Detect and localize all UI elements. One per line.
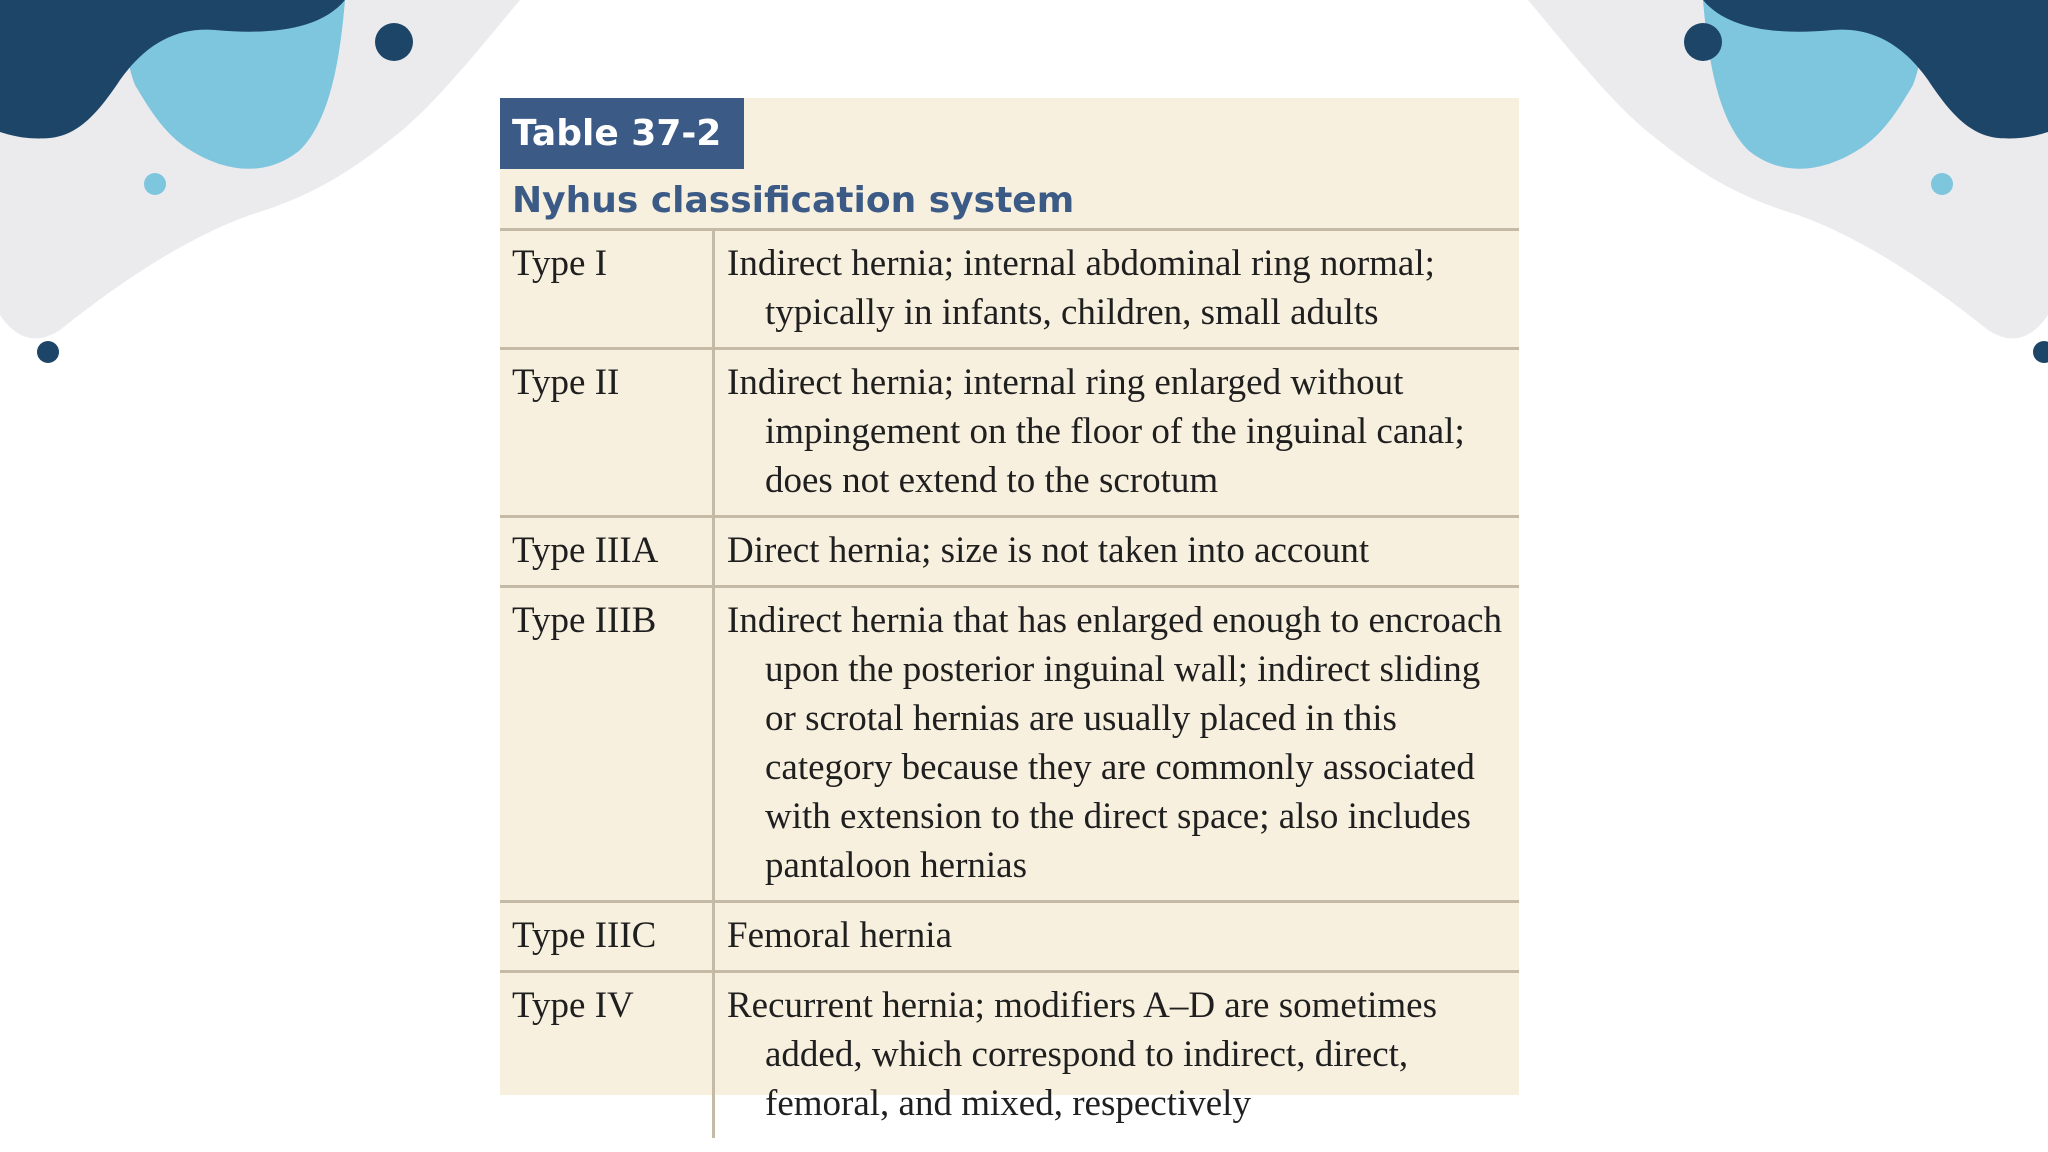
- hernia-description-cell: Femoral hernia: [727, 915, 952, 956]
- hernia-type-cell: Type IIIA: [500, 517, 714, 587]
- table-row: [500, 517, 1519, 587]
- table-row: [500, 902, 1519, 972]
- hernia-type-cell: Type I: [500, 230, 714, 349]
- hernia-description-cell: Recurrent hernia; modifiers A–D are sometimes added, which correspond to indirect, direct, femoral, and mixed, respectively: [727, 985, 1437, 1124]
- hernia-type-cell: Type II: [500, 349, 714, 517]
- hernia-type-cell: Type IV: [500, 972, 714, 1139]
- hernia-type-cell: Type IIIB: [500, 587, 714, 902]
- table-row: [500, 587, 1519, 902]
- hernia-description-cell: Indirect hernia that has enlarged enough to encroach upon the posterior inguinal wall; indirect sliding or scrotal hernias are usually placed in this category because they are commonly associated with extension to the direct space; also includes pantaloon hernias: [727, 600, 1502, 886]
- table-row: [500, 349, 1519, 517]
- classification-table-card: [500, 98, 1519, 1124]
- hernia-description-cell: Indirect hernia; internal abdominal ring normal; typically in infants, children, small adults: [727, 243, 1435, 333]
- hernia-type-cell: Type IIIC: [500, 902, 714, 972]
- decorative-blob-top-right: [1488, 0, 2048, 380]
- hernia-description-cell: Direct hernia; size is not taken into account: [727, 530, 1370, 571]
- hernia-description-cell: Indirect hernia; internal ring enlarged without impingement on the floor of the inguinal canal; does not extend to the scrotum: [727, 362, 1465, 501]
- classification-table: [500, 228, 1519, 1138]
- table-number-label: Table 37-2: [500, 98, 744, 169]
- decorative-blob-top-left: [0, 0, 560, 380]
- table-row: [500, 972, 1519, 1139]
- table-title: Nyhus classification system: [512, 180, 1075, 221]
- table-row: [500, 230, 1519, 349]
